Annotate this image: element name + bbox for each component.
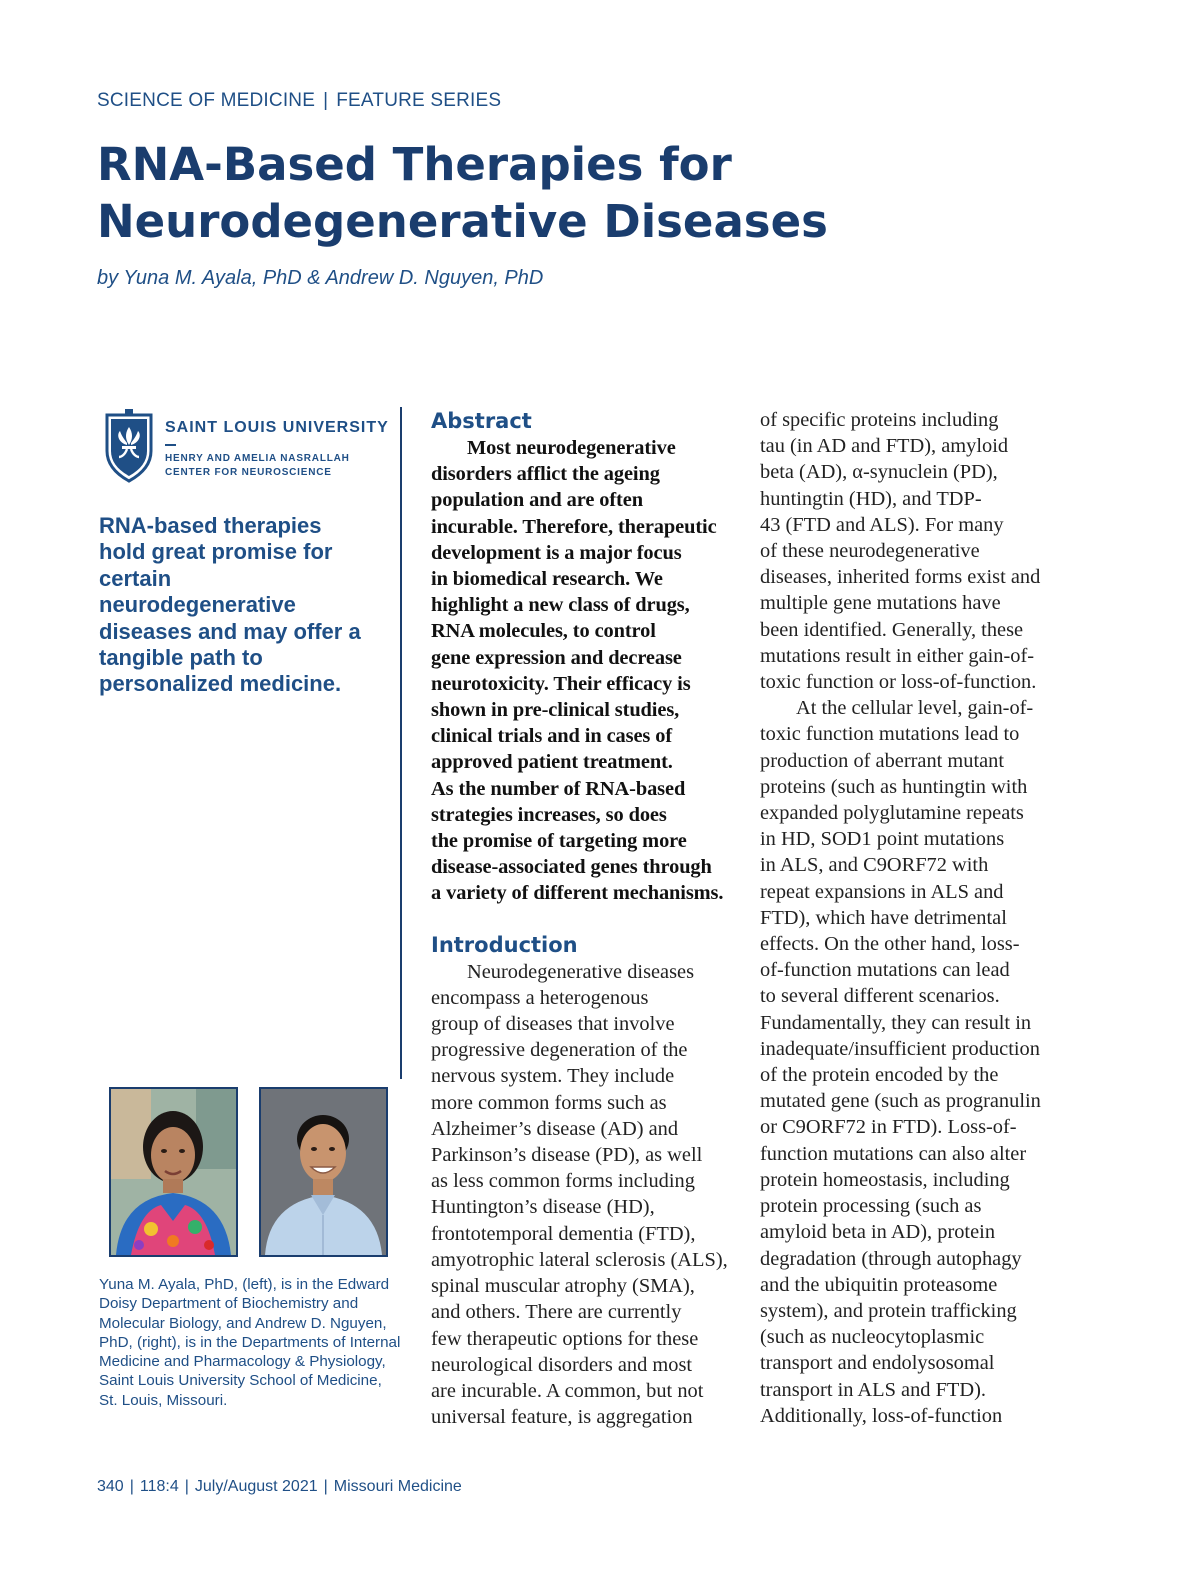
text-line: in HD, SOD1 point mutations xyxy=(760,828,1005,851)
text-line: incurable. Therefore, therapeutic xyxy=(431,515,717,538)
text-line: neurological disorders and most xyxy=(431,1353,693,1376)
introduction-body xyxy=(431,959,749,1431)
text-line: or C9ORF72 in FTD). Loss-of- xyxy=(760,1116,1017,1139)
text-line: effects. On the other hand, loss- xyxy=(760,933,1020,956)
text-line: proteins (such as huntingtin with xyxy=(760,775,1028,798)
text-line: frontotemporal dementia (FTD), xyxy=(431,1222,696,1245)
text-line: a variety of different mechanisms. xyxy=(431,882,724,905)
text-line: diseases, inherited forms exist and xyxy=(760,566,1041,589)
text-line: and the ubiquitin proteasome xyxy=(760,1273,998,1296)
text-line: neurotoxicity. Their efficacy is xyxy=(431,672,691,695)
byline: by Yuna M. Ayala, PhD & Andrew D. Nguyen, PhD xyxy=(97,267,544,289)
text-line: toxic function mutations lead to xyxy=(760,723,1020,746)
text-line: Most neurodegenerative xyxy=(467,437,676,459)
text-line: population and are often xyxy=(431,489,643,512)
text-line: universal feature, is aggregation xyxy=(431,1406,693,1429)
text-line: of specific proteins including xyxy=(760,409,999,431)
text-line: function mutations can also alter xyxy=(760,1142,1027,1165)
text-line: clinical trials and in cases of xyxy=(431,725,673,748)
text-line: spinal muscular atrophy (SMA), xyxy=(431,1275,695,1298)
text-line: are incurable. A common, but not xyxy=(431,1379,704,1402)
text-line: tau (in AD and FTD), amyloid xyxy=(760,435,1009,458)
column-divider xyxy=(400,407,402,1079)
text-line: progressive degeneration of the xyxy=(431,1039,688,1062)
text-line: amyloid beta in AD), protein xyxy=(760,1221,996,1244)
text-line: protein homeostasis, including xyxy=(760,1168,1010,1191)
text-line: of the protein encoded by the xyxy=(760,1064,999,1087)
text-line: gene expression and decrease xyxy=(431,646,682,669)
text-line: as less common forms including xyxy=(431,1170,695,1193)
text-line: amyotrophic lateral sclerosis (ALS), xyxy=(431,1248,728,1271)
abstract-heading: Abstract xyxy=(431,409,532,433)
page-footer xyxy=(97,1478,462,1496)
text-line: 43 (FTD and ALS). For many xyxy=(760,513,1004,536)
text-line: approved patient treatment. xyxy=(431,751,673,774)
text-line: strategies increases, so does xyxy=(431,803,667,826)
text-line: Alzheimer’s disease (AD) and xyxy=(431,1117,679,1140)
section-kicker xyxy=(97,90,501,112)
text-line: mutations result in either gain-of- xyxy=(760,644,1035,667)
text-line: highlight a new class of drugs, xyxy=(431,594,690,617)
text-line: beta (AD), α-synuclein (PD), xyxy=(760,461,998,484)
text-line: transport in ALS and FTD). xyxy=(760,1378,986,1401)
text-line: expanded polyglutamine repeats xyxy=(760,802,1024,825)
text-line: few therapeutic options for these xyxy=(431,1327,699,1350)
text-line: disease-associated genes through xyxy=(431,856,712,879)
text-line: multiple gene mutations have xyxy=(760,592,1001,615)
column3-paragraph-2 xyxy=(760,695,1070,1429)
text-line: Fundamentally, they can result in xyxy=(760,1011,1032,1034)
author-photo-nguyen xyxy=(259,1087,388,1257)
university-logo xyxy=(103,407,403,487)
text-line: production of aberrant mutant xyxy=(760,749,1005,772)
text-column-3 xyxy=(760,407,1070,1429)
abstract-body xyxy=(431,435,749,907)
text-line: in biomedical research. We xyxy=(431,568,663,591)
footer-divider: | xyxy=(323,1478,328,1495)
text-line: degradation (through autophagy xyxy=(760,1247,1022,1270)
text-line: (such as nucleocytoplasmic xyxy=(760,1326,985,1349)
journal-name: Missouri Medicine xyxy=(333,1478,462,1495)
text-line: of these neurodegenerative xyxy=(760,540,980,563)
text-line: the promise of targeting more xyxy=(431,830,687,853)
pull-quote: RNA-based therapies hold great promise for certain neurodegenerative diseases and may offer a tangible path to personalized medicine. xyxy=(99,513,361,697)
text-line: transport and endolysosomal xyxy=(760,1352,995,1375)
text-line: Additionally, loss-of-function xyxy=(760,1404,1003,1427)
issue-date: July/August 2021 xyxy=(194,1478,318,1495)
text-line: protein processing (such as xyxy=(760,1195,982,1218)
text-line: repeat expansions in ALS and xyxy=(760,880,1004,903)
fleur-de-lis-shield-icon xyxy=(103,407,155,485)
text-line: nervous system. They include xyxy=(431,1065,675,1088)
text-line: FTD), which have detrimental xyxy=(760,906,1007,929)
text-line: Neurodegenerative diseases xyxy=(467,960,695,983)
footer-divider: | xyxy=(129,1478,134,1495)
text-line: disorders afflict the ageing xyxy=(431,463,660,486)
text-column-2 xyxy=(431,407,749,1430)
text-line: and others. There are currently xyxy=(431,1301,682,1324)
text-line: system), and protein trafficking xyxy=(760,1299,1017,1322)
text-line: been identified. Generally, these xyxy=(760,618,1024,641)
text-line: As the number of RNA-based xyxy=(431,777,686,800)
text-line: group of diseases that involve xyxy=(431,1013,675,1036)
text-line: encompass a heterogenous xyxy=(431,986,649,1009)
text-line: more common forms such as xyxy=(431,1091,667,1114)
text-line: Huntington’s disease (HD), xyxy=(431,1196,655,1219)
footer-divider: | xyxy=(184,1478,189,1495)
text-line: huntingtin (HD), and TDP- xyxy=(760,487,982,510)
introduction-heading: Introduction xyxy=(431,932,578,957)
text-line: RNA molecules, to control xyxy=(431,620,656,643)
column3-paragraph-1 xyxy=(760,407,1070,695)
center-name: HENRY AND AMELIA NASRALLAH CENTER FOR NEUROSCIENCE xyxy=(165,453,350,478)
kicker-divider: | xyxy=(323,90,329,111)
logo-divider xyxy=(165,444,176,446)
text-line: mutated gene (such as progranulin xyxy=(760,1090,1041,1113)
text-line: shown in pre-clinical studies, xyxy=(431,699,680,722)
text-line: of-function mutations can lead xyxy=(760,959,1010,982)
author-caption: Yuna M. Ayala, PhD, (left), is in the Edward Doisy Department of Biochemistry and Molecular Biology, and Andrew D. Nguyen, PhD, (right), is in the Departments of Internal Medicine and Pharmacology & Physiology, Saint Louis University School of Medicine, St. Louis, Missouri. xyxy=(99,1276,401,1409)
text-line: in ALS, and C9ORF72 with xyxy=(760,854,989,877)
text-line: Parkinson’s disease (PD), as well xyxy=(431,1144,703,1167)
page-number: 340 xyxy=(97,1478,124,1495)
kicker-section: SCIENCE OF MEDICINE xyxy=(97,90,316,111)
issue-number: 118:4 xyxy=(139,1478,179,1495)
text-line: toxic function or loss-of-function. xyxy=(760,671,1037,694)
text-line: development is a major focus xyxy=(431,541,682,564)
article-title: RNA-Based Therapies for Neurodegenerative Diseases xyxy=(97,138,828,248)
text-line: At the cellular level, gain-of- xyxy=(796,697,1034,720)
university-name: SAINT LOUIS UNIVERSITY xyxy=(165,419,389,436)
author-photo-ayala xyxy=(109,1087,238,1257)
text-line: to several different scenarios. xyxy=(760,985,1000,1008)
kicker-series: FEATURE SERIES xyxy=(336,90,502,111)
text-line: inadequate/insufficient production xyxy=(760,1037,1040,1060)
